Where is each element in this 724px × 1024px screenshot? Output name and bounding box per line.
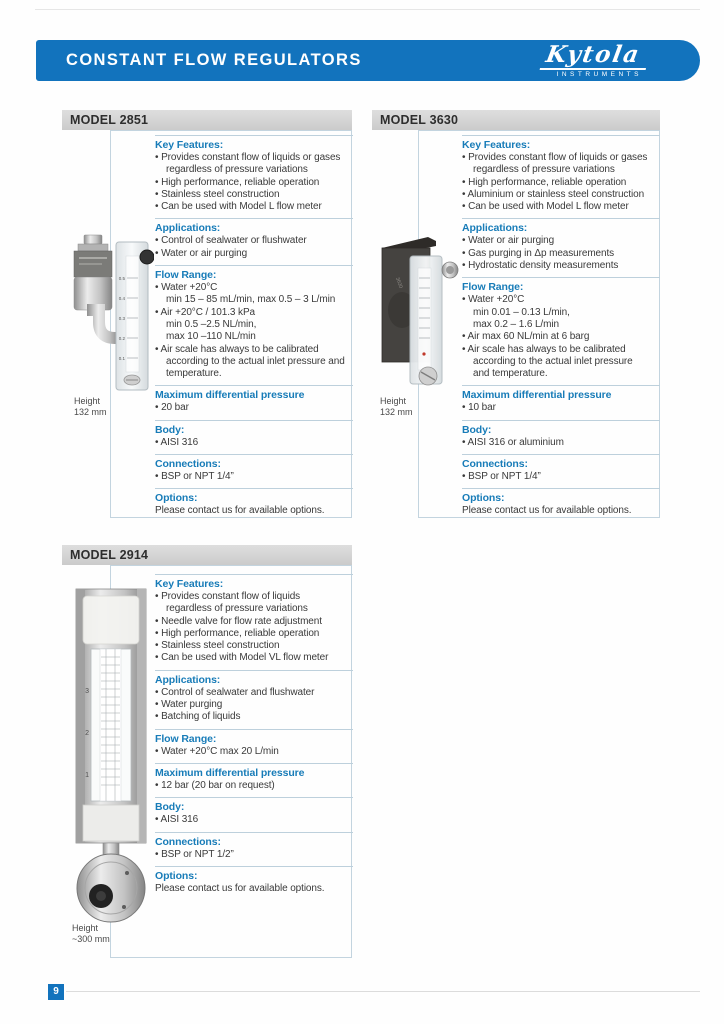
spec-text-line: and temperature. <box>473 368 548 380</box>
spec-block-body <box>462 420 660 454</box>
footer-divider <box>66 991 700 992</box>
spec-block-flow-range <box>155 265 353 385</box>
spec-text-line: Please contact us for available options. <box>155 882 325 894</box>
model-2851-height-caption <box>74 396 107 417</box>
spec-text-line: • Air max 60 NL/min at 6 barg <box>462 331 590 343</box>
spec-heading: Maximum differential pressure <box>462 389 612 402</box>
scale-label: 0.2 <box>118 336 125 341</box>
spec-heading: Options: <box>462 492 505 505</box>
spec-text-line: • Control of sealwater and flushwater <box>155 686 315 698</box>
spec-text-line: Please contact us for available options. <box>155 505 325 517</box>
spec-heading: Flow Range: <box>462 281 524 294</box>
spec-block-key-features <box>155 135 353 218</box>
spec-block-connections <box>462 454 660 488</box>
spec-text-line: • Water +20°C max 20 L/min <box>155 745 279 757</box>
spec-heading: Body: <box>155 423 185 436</box>
spec-text-line: • Needle valve for flow rate adjustment <box>155 615 322 627</box>
spec-text-line: • Provides constant flow of liquids <box>155 591 301 602</box>
model-2914-height-caption <box>72 923 110 944</box>
spec-block-body <box>155 420 353 454</box>
spec-block-applications <box>155 218 353 265</box>
spec-block-flow-range <box>462 277 660 385</box>
brand-subtitle: INSTRUMENTS <box>556 71 642 79</box>
spec-text-line: • 20 bar <box>155 402 189 414</box>
spec-block-options <box>462 488 660 522</box>
scale-label: 0.5 <box>118 276 125 281</box>
spec-heading: Body: <box>155 801 185 814</box>
model-3630-height-caption <box>380 396 413 417</box>
height-caption-line: Height <box>380 396 407 406</box>
model-2914-title: MODEL 2914 <box>62 545 352 565</box>
spec-heading: Connections: <box>155 458 221 471</box>
spec-heading: Applications: <box>155 673 221 686</box>
svg-text:3630: 3630 <box>394 276 404 290</box>
spec-text-line: regardless of pressure variations <box>473 164 615 176</box>
model-2851-spec-column <box>155 135 353 523</box>
spec-heading: Body: <box>462 423 492 436</box>
scale-label: 3 <box>85 688 89 695</box>
top-divider <box>35 9 700 10</box>
spec-block-flow-range <box>155 729 353 763</box>
spec-text-line: • Gas purging in Δp measurements <box>462 247 615 259</box>
spec-text-line: • Provides constant flow of liquids or gases <box>462 152 648 163</box>
spec-block-maximum-differential-pressure <box>155 385 353 419</box>
spec-text-line: • BSP or NPT 1/4” <box>462 471 541 483</box>
spec-text-line: • 10 bar <box>462 402 496 414</box>
spec-text-line: • High performance, reliable operation <box>155 176 320 188</box>
spec-heading: Connections: <box>462 458 528 471</box>
spec-block-options <box>155 488 353 522</box>
spec-block-options <box>155 866 353 900</box>
spec-heading: Key Features: <box>155 578 224 590</box>
spec-block-maximum-differential-pressure <box>462 385 660 419</box>
spec-text-line: • Control of sealwater or flushwater <box>155 235 307 247</box>
spec-text-line: • High performance, reliable operation <box>155 627 320 639</box>
spec-text-line: • Can be used with Model L flow meter <box>462 201 629 213</box>
spec-heading: Maximum differential pressure <box>155 766 305 779</box>
spec-heading: Options: <box>155 492 198 505</box>
spec-text-line: • Batching of liquids <box>155 711 241 723</box>
spec-text-line: • BSP or NPT 1/4” <box>155 471 234 483</box>
spec-block-body <box>155 797 353 831</box>
height-caption-line: Height <box>74 396 101 406</box>
spec-text-line: • Water purging <box>155 699 223 711</box>
spec-text-line: max 10 –110 NL/min <box>166 331 256 343</box>
spec-block-connections <box>155 832 353 866</box>
scale-label: 0.4 <box>118 296 125 301</box>
model-2914-product-photo <box>64 585 159 925</box>
spec-text-line: • AISI 316 or aluminium <box>462 436 564 448</box>
spec-block-maximum-differential-pressure <box>155 763 353 797</box>
model-2914-spec-column <box>155 574 353 900</box>
spec-block-connections <box>155 454 353 488</box>
spec-heading: Maximum differential pressure <box>155 389 305 402</box>
spec-text-line: • Air +20°C / 101.3 kPa <box>155 306 255 318</box>
model-3630-product-photo <box>372 232 464 394</box>
spec-text-line: max 0.2 – 1.6 L/min <box>473 318 559 330</box>
brand-wordmark: Kytola <box>540 43 651 70</box>
spec-text-line: • AISI 316 <box>155 436 199 448</box>
spec-text-line: regardless of pressure variations <box>166 603 308 615</box>
spec-heading: Connections: <box>155 835 221 848</box>
spec-text-line: • AISI 316 <box>155 814 199 826</box>
spec-text-line: temperature. <box>166 368 222 380</box>
spec-heading: Applications: <box>462 222 528 235</box>
page-number: 9 <box>48 984 64 1000</box>
spec-text-line: • Stainless steel construction <box>155 188 280 200</box>
scale-label: 2 <box>85 730 89 737</box>
spec-text-line: • Aluminium or stainless steel construction <box>462 188 645 200</box>
spec-text-line: • Stainless steel construction <box>155 640 280 652</box>
spec-text-line: • Water or air purging <box>462 235 555 247</box>
header-banner <box>36 40 700 81</box>
spec-block-key-features <box>155 574 353 670</box>
height-caption-line: 132 mm <box>74 406 107 417</box>
height-caption-line: ~300 mm <box>72 933 110 944</box>
page-title: CONSTANT FLOW REGULATORS <box>66 51 362 69</box>
model-3630-section <box>372 110 672 525</box>
height-caption-line: Height <box>72 923 99 933</box>
spec-text-line: according to the actual inlet pressure <box>473 355 633 367</box>
spec-text-line: • Can be used with Model VL flow meter <box>155 652 329 664</box>
spec-heading: Flow Range: <box>155 732 217 745</box>
spec-block-applications <box>155 670 353 729</box>
model-2851-section <box>62 110 362 525</box>
spec-heading: Applications: <box>155 222 221 235</box>
spec-text-line: min 0.5 –2.5 NL/min, <box>166 318 257 330</box>
spec-text-line: according to the actual inlet pressure and <box>166 355 345 367</box>
spec-text-line: • Water or air purging <box>155 247 248 259</box>
brand-logo <box>476 43 648 78</box>
model-2914-section <box>62 545 362 965</box>
model-3630-spec-column <box>462 135 660 523</box>
spec-text-line: Please contact us for available options. <box>462 505 632 517</box>
scale-label: 1 <box>85 772 89 779</box>
spec-text-line: • Hydrostatic density measurements <box>462 260 619 272</box>
spec-heading: Key Features: <box>155 139 224 151</box>
spec-text-line: • Can be used with Model L flow meter <box>155 201 322 213</box>
scale-label: 0.1 <box>118 356 125 361</box>
spec-text-line: • Water +20°C <box>155 282 218 294</box>
spec-text-line: • High performance, reliable operation <box>462 176 627 188</box>
spec-heading: Options: <box>155 869 198 882</box>
spec-heading: Key Features: <box>462 139 531 151</box>
height-caption-line: 132 mm <box>380 406 413 417</box>
spec-heading: Flow Range: <box>155 269 217 282</box>
spec-text-line: regardless of pressure variations <box>166 164 308 176</box>
spec-block-applications <box>462 218 660 277</box>
spec-text-line: min 15 – 85 mL/min, max 0.5 – 3 L/min <box>166 294 336 306</box>
spec-text-line: • Provides constant flow of liquids or gases <box>155 152 341 163</box>
model-2851-title: MODEL 2851 <box>62 110 352 130</box>
spec-text-line: • Water +20°C <box>462 294 525 306</box>
spec-text-line: min 0.01 – 0.13 L/min, <box>473 306 570 318</box>
model-3630-title: MODEL 3630 <box>372 110 660 130</box>
spec-text-line: • Air scale has always to be calibrated <box>462 343 626 355</box>
spec-text-line: • 12 bar (20 bar on request) <box>155 779 275 791</box>
scale-label: 0.3 <box>118 316 125 321</box>
model-2851-product-photo <box>64 232 154 400</box>
spec-block-key-features <box>462 135 660 218</box>
spec-text-line: • BSP or NPT 1/2” <box>155 848 234 860</box>
spec-text-line: • Air scale has always to be calibrated <box>155 343 319 355</box>
